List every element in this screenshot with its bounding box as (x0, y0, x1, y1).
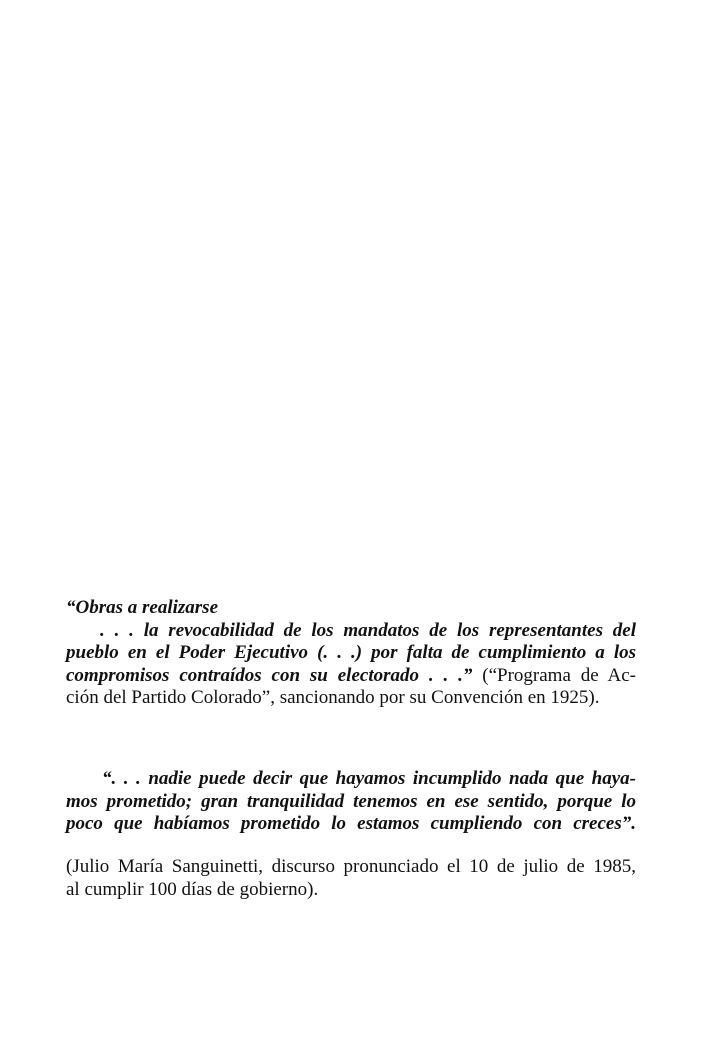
quote-citation (66, 856, 636, 901)
citation-line-2: al cumplir 100 días de gobierno). (66, 878, 319, 900)
epigraph-line-2: pueblo en el Poder Ejecutivo (. . .) por falta de cumplimiento a los (66, 642, 636, 664)
quote-line-2: mos prometido; gran tranquilidad tenemos en ese sentido, porque lo (66, 790, 636, 812)
quote-line-1: “. . . nadie puede decir que hayamos incumplido nada que haya- (102, 768, 636, 789)
quote-line-3: poco que habíamos prometido lo estamos cumpliendo con creces”. (66, 813, 636, 835)
sanguinetti-quote (66, 768, 636, 836)
epigraph-quote (66, 597, 636, 710)
epigraph-line-1: . . . la revocabilidad de los mandatos de los representantes del (100, 619, 636, 641)
epigraph-line-3-italic: compromisos contraídos con su electorado . . .” (66, 664, 473, 686)
epigraph-line-3-roman: (“Programa de Ac- (482, 664, 636, 686)
epigraph-line-4: ción del Partido Colorado”, sancionando por su Convención en 1925). (66, 687, 600, 709)
epigraph-heading: “Obras a realizarse (66, 597, 219, 618)
epigraph-line-3 (66, 665, 636, 688)
citation-line-1: (Julio María Sanguinetti, discurso pronunciado el 10 de julio de 1985, (66, 856, 636, 877)
